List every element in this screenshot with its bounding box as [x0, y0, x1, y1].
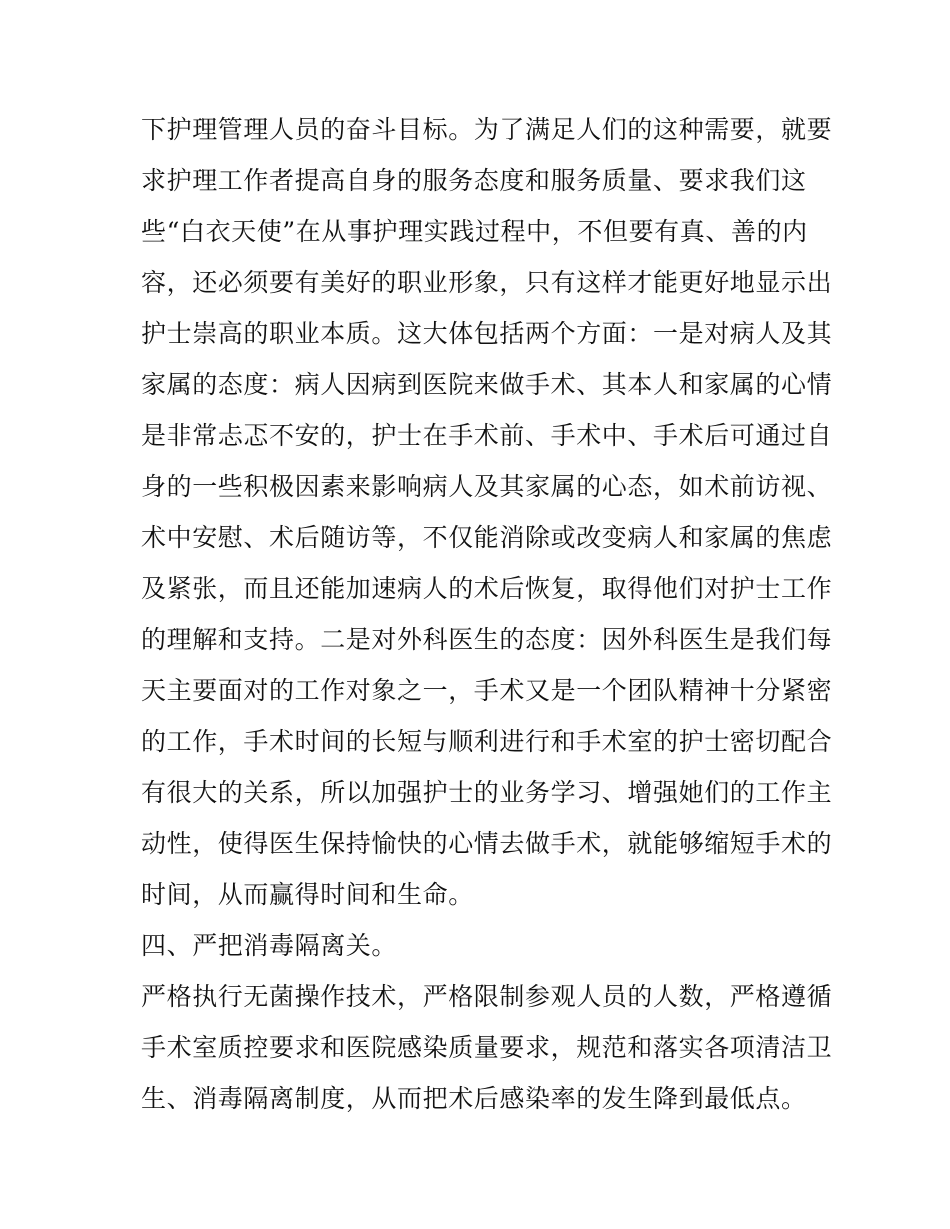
text-line: 求护理工作者提高自身的服务态度和服务质量、要求我们这 [141, 166, 807, 195]
text-line: 天主要面对的工作对象之一，手术又是一个团队精神十分紧密 [141, 676, 833, 705]
text-line: 家属的态度：病人因病到医院来做手术、其本人和家属的心情 [141, 370, 833, 399]
text-line: 身的一些积极因素来影响病人及其家属的心态，如术前访视、 [141, 472, 833, 501]
text-line: 动性，使得医生保持愉快的心情去做手术，就能够缩短手术的 [141, 829, 833, 858]
text-line: 手术室质控要求和医院感染质量要求，规范和落实各项清洁卫 [141, 1033, 833, 1062]
text-line: 的理解和支持。二是对外科医生的态度：因外科医生是我们每 [141, 625, 833, 654]
text-line: 严格执行无菌操作技术，严格限制参观人员的人数，严格遵循 [141, 982, 833, 1011]
text-line: 的工作，手术时间的长短与顺利进行和手术室的护士密切配合 [141, 727, 833, 756]
section-heading: 四、严把消毒隔离关。 [141, 931, 398, 960]
text-line: 容，还必须要有美好的职业形象，只有这样才能更好地显示出 [141, 268, 833, 297]
text-line: 生、消毒隔离制度，从而把术后感染率的发生降到最低点。 [141, 1084, 807, 1113]
text-line: 是非常忐忑不安的，护士在手术前、手术中、手术后可通过自 [141, 421, 833, 450]
text-line: 护士崇高的职业本质。这大体包括两个方面：一是对病人及其 [141, 319, 833, 348]
text-line: 及紧张，而且还能加速病人的术后恢复，取得他们对护士工作 [141, 574, 833, 603]
text-line: 时间，从而赢得时间和生命。 [141, 880, 474, 909]
text-line: 下护理管理人员的奋斗目标。为了满足人们的这种需要，就要 [141, 115, 833, 144]
text-line: 些“白衣天使”在从事护理实践过程中，不但要有真、善的内 [141, 217, 808, 246]
body-text [141, 104, 833, 1124]
text-line: 术中安慰、术后随访等，不仅能消除或改变病人和家属的焦虑 [141, 523, 833, 552]
text-line: 有很大的关系，所以加强护士的业务学习、增强她们的工作主 [141, 778, 833, 807]
